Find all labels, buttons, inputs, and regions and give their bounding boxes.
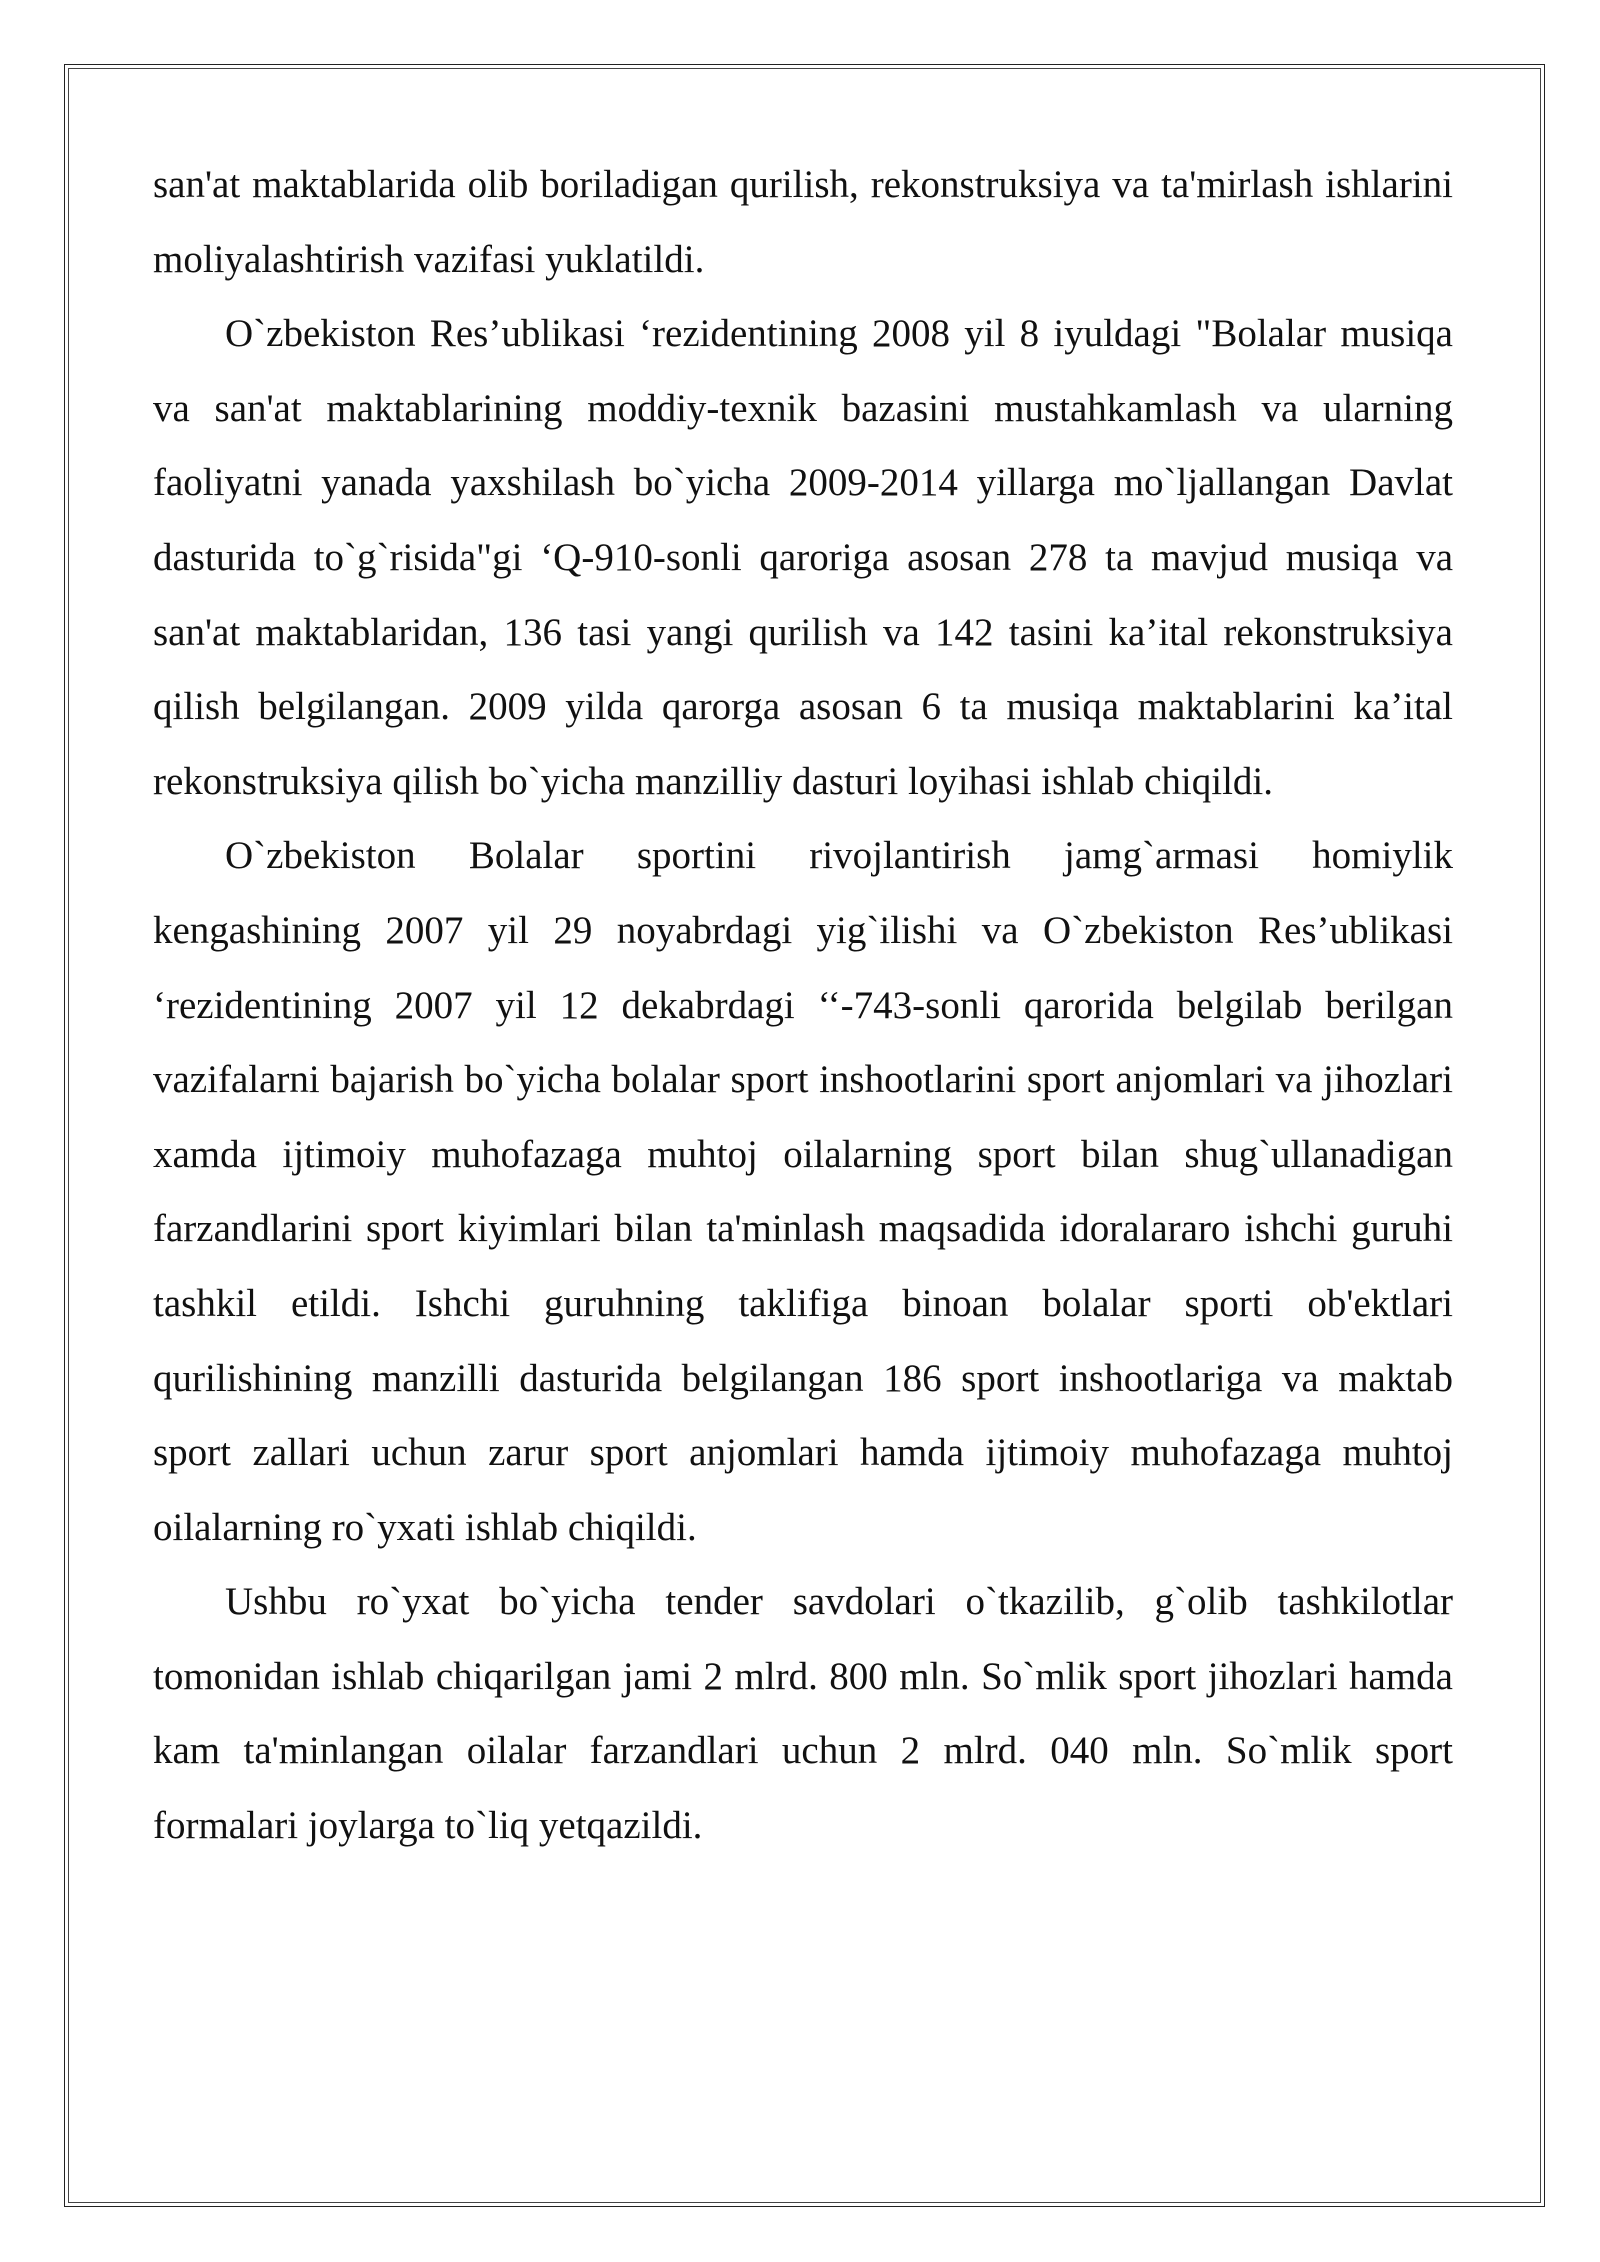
paragraph-tender-results: Ushbu ro`yxat bo`yicha tender savdolari o`tkazilib, g`olib tashkilotlar tomonidan ishlab chiqarilgan jami 2 mlrd. 800 mln. So`mlik sport jihozlari hamda kam ta'minlangan oilalar farzandlari uchun 2 mlrd. 040 mln. So`mlik sport formalari joylarga to`liq yetqazildi. <box>153 1580 1453 1848</box>
paragraph-continuation: san'at maktablarida olib boriladigan qurilish, rekonstruksiya va ta'mirlash ishlarini moliyalashtirish vazifasi yuklatildi. <box>153 163 1453 281</box>
paragraph-children-sport-fund: O`zbekiston Bolalar sportini rivojlantirish jamg`armasi homiylik kengashining 2007 yil 29 noyabrdagi yig`ilishi va O`zbekiston Res’ublikasi ‘rezidentining 2007 yil 12 dekabrdagi ‘‘-743-sonli qarorida belgilab berilgan vazifalarni bajarish bo`yicha bolalar sport inshootlarini sport anjomlari va jihozlari xamda ijtimoiy muhofazaga muhtoj oilalarning sport bilan shug`ullanadigan farzandlarini sport kiyimlari bilan ta'minlash maqsadida idoralararo ishchi guruhi tashkil etildi. Ishchi guruhning taklifiga binoan bolalar sporti ob'ektlari qurilishining manzilli dasturida belgilangan 186 sport inshootlariga va maktab sport zallari uchun zarur sport anjomlari hamda ijtimoiy muhofazaga muhtoj oilalarning ro`yxati ishlab chiqildi. <box>153 834 1453 1549</box>
paragraph-presidential-decree-music-schools: O`zbekiston Res’ublikasi ‘rezidentining 2008 yil 8 iyuldagi "Bolalar musiqa va san'at maktablarining moddiy-texnik bazasini mustahkamlash va ularning faoliyatni yanada yaxshilash bo`yicha 2009-2014 yillarga mo`ljallangan Davlat dasturida to`g`risida"gi ‘Q-910-sonli qaroriga asosan 278 ta mavjud musiqa va san'at maktablaridan, 136 tasi yangi qurilish va 142 tasini ka’ital rekonstruksiya qilish belgilangan. 2009 yilda qarorga asosan 6 ta musiqa maktablarini ka’ital rekonstruksiya qilish bo`yicha manzilliy dasturi loyihasi ishlab chiqildi. <box>153 312 1453 803</box>
document-body <box>153 148 1453 1864</box>
